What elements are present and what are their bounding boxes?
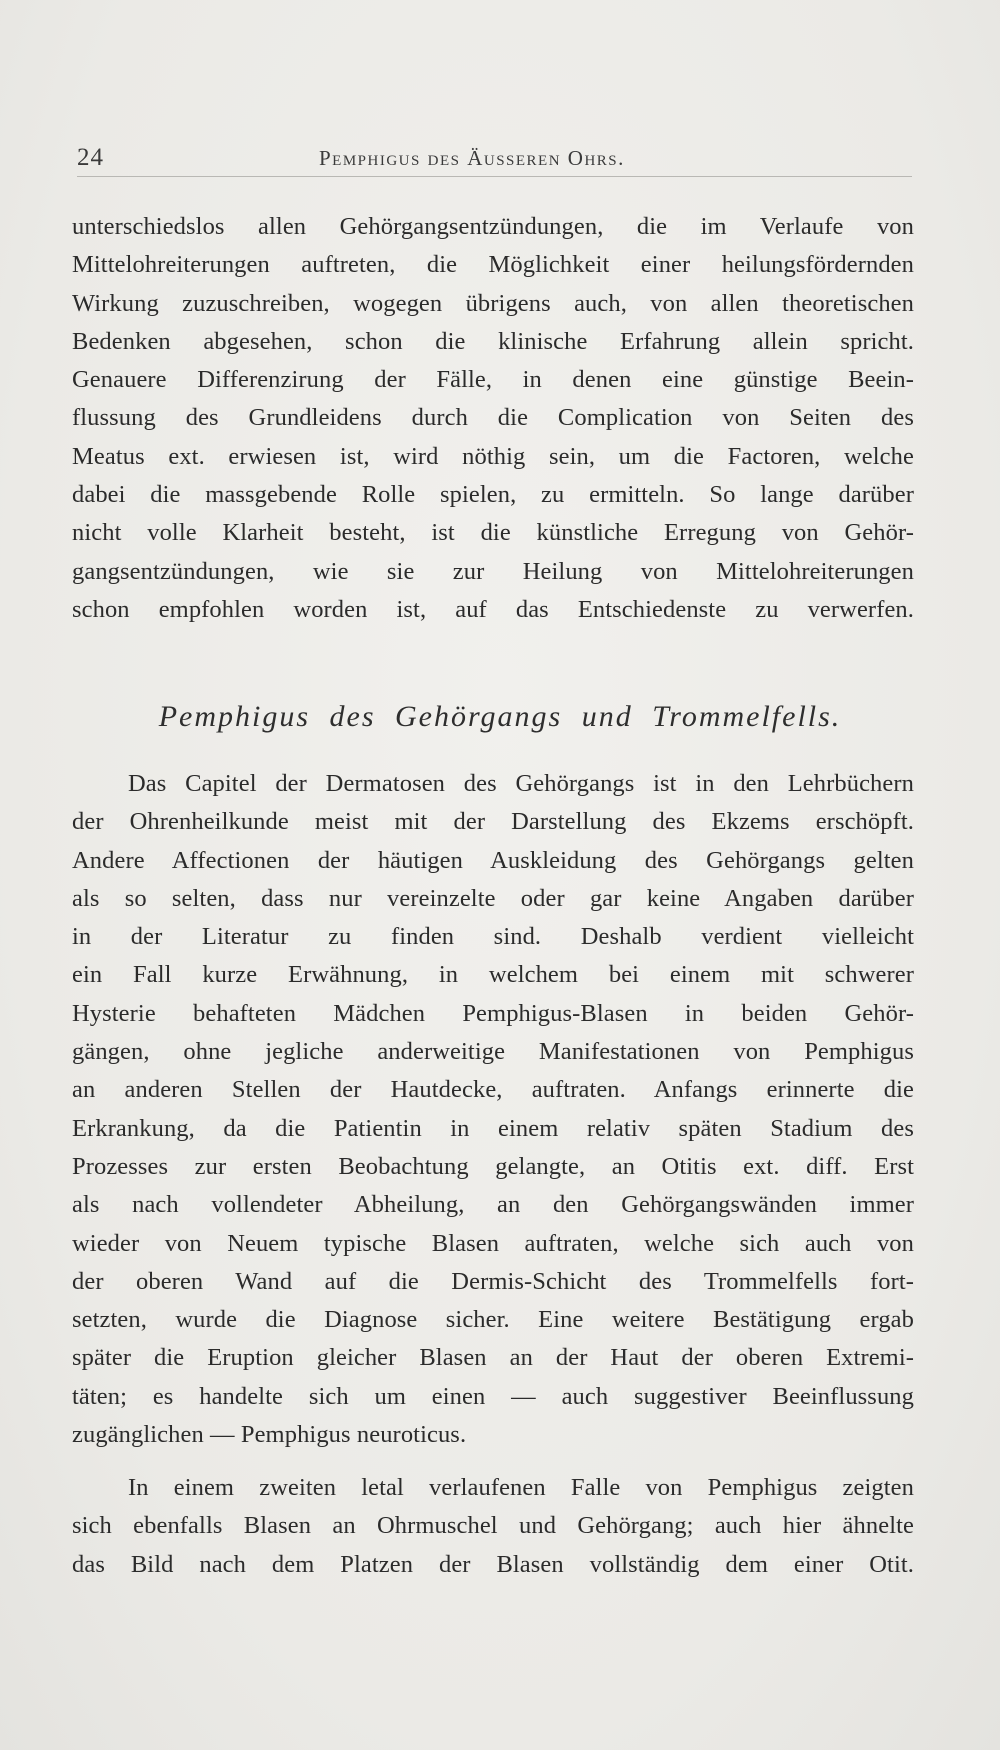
- text-line: Bedenken abgesehen, schon die klinische Erfahrung allein spricht.: [72, 327, 914, 355]
- section-heading: Pemphigus des Gehörgangs und Trommelfells.: [158, 700, 842, 733]
- running-title: Pemphigus des Äusseren Ohrs.: [319, 146, 625, 170]
- text-line: setzten, wurde die Diagnose sicher. Eine weitere Bestätigung ergab: [72, 1306, 914, 1334]
- text-line: an anderen Stellen der Hautdecke, auftraten. Anfangs erinnerte die: [72, 1076, 914, 1104]
- text-line: wieder von Neuem typische Blasen auftraten, welche sich auch von: [72, 1229, 914, 1257]
- text-line: nicht volle Klarheit besteht, ist die künstliche Erregung von Gehör-: [72, 519, 914, 547]
- text-line: Wirkung zuzuschreiben, wogegen übrigens auch, von allen theoretischen: [72, 289, 914, 317]
- text-line: zugänglichen — Pemphigus neuroticus.: [72, 1421, 467, 1449]
- text-line: später die Eruption gleicher Blasen an der Haut der oberen Extremi-: [72, 1344, 914, 1372]
- text-line: Das Capitel der Dermatosen des Gehörgangs ist in den Lehrbüchern: [128, 770, 914, 797]
- text-line: der Ohrenheilkunde meist mit der Darstellung des Ekzems erschöpft.: [72, 808, 914, 836]
- text-line: gangsentzündungen, wie sie zur Heilung von Mittelohreiterungen: [72, 557, 914, 585]
- page-number: 24: [77, 144, 104, 171]
- text-line: in der Literatur zu finden sind. Deshalb verdient vielleicht: [72, 923, 914, 951]
- text-line: Prozesses zur ersten Beobachtung gelangte, an Otitis ext. diff. Erst: [72, 1152, 914, 1180]
- text-line: unterschiedslos allen Gehörgangsentzündungen, die im Verlaufe von: [72, 213, 914, 240]
- text-line: gängen, ohne jegliche anderweitige Manifestationen von Pemphigus: [72, 1038, 914, 1066]
- paragraph-2-text: [72, 765, 914, 1454]
- text-line: schon empfohlen worden ist, auf das Entschiedenste zu verwerfen.: [72, 595, 914, 623]
- text-line: Andere Affectionen der häutigen Auskleidung des Gehörgangs gelten: [72, 846, 914, 874]
- text-line: flussung des Grundleidens durch die Complication von Seiten des: [72, 404, 914, 432]
- page-header: [77, 136, 912, 177]
- text-line: Hysterie behafteten Mädchen Pemphigus-Blasen in beiden Gehör-: [72, 999, 914, 1027]
- paragraph-3: [72, 1469, 914, 1584]
- text-line: das Bild nach dem Platzen der Blasen vollständig dem einer Otit.: [72, 1550, 914, 1578]
- text-line: der oberen Wand auf die Dermis-Schicht des Trommelfells fort-: [72, 1267, 914, 1295]
- text-line: dabei die massgebende Rolle spielen, zu ermitteln. So lange darüber: [72, 481, 914, 509]
- text-line: ein Fall kurze Erwähnung, in welchem bei einem mit schwerer: [72, 961, 914, 989]
- text-line: Erkrankung, da die Patientin in einem relativ späten Stadium des: [72, 1114, 914, 1142]
- text-line: als so selten, dass nur vereinzelte oder gar keine Angaben darüber: [72, 884, 914, 912]
- paragraph-3-text: [72, 1469, 914, 1584]
- text-line: In einem zweiten letal verlaufenen Falle von Pemphigus zeigten: [128, 1474, 914, 1501]
- text-line: Meatus ext. erwiesen ist, wird nöthig sein, um die Factoren, welche: [72, 442, 914, 470]
- paragraph-1-text: [72, 208, 914, 629]
- paragraph-1: [72, 208, 914, 629]
- text-line: Mittelohreiterungen auftreten, die Möglichkeit einer heilungsfördernden: [72, 251, 914, 279]
- paragraph-2: [72, 765, 914, 1454]
- text-line: Genauere Differenzirung der Fälle, in denen eine günstige Beein-: [72, 366, 914, 394]
- text-line: als nach vollendeter Abheilung, an den Gehörgangswänden immer: [72, 1191, 914, 1219]
- text-line: sich ebenfalls Blasen an Ohrmuschel und Gehörgang; auch hier ähnelte: [72, 1512, 914, 1540]
- text-line: täten; es handelte sich um einen — auch suggestiver Beeinflussung: [72, 1382, 914, 1410]
